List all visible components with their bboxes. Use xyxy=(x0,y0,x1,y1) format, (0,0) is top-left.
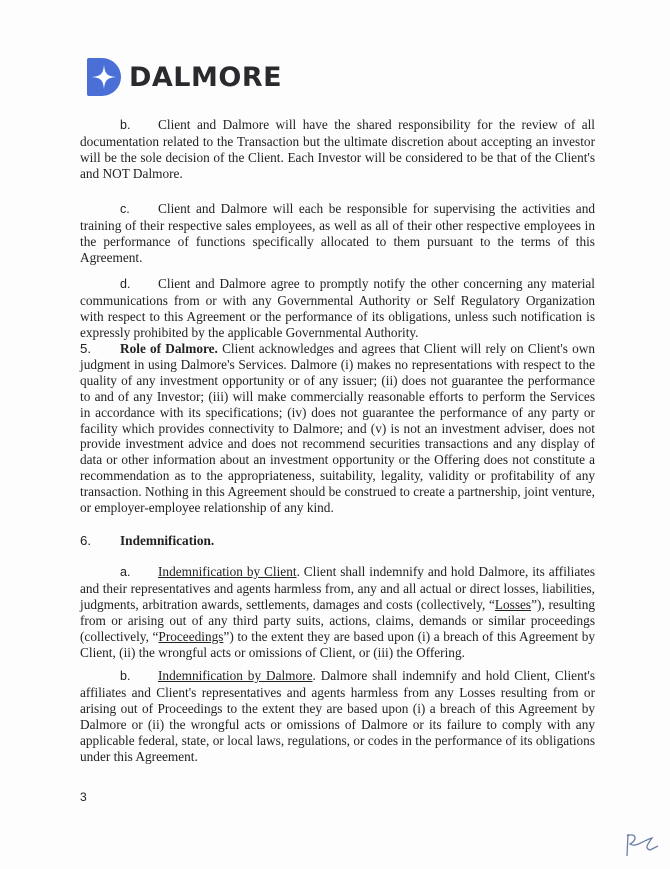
section-6-heading xyxy=(80,533,595,549)
section-heading: Role of Dalmore. xyxy=(120,341,218,356)
paragraph-text: ”) to the extent they are based upon (i) a breach of this Agreement by Client, (ii) the wrongful acts or omissions of Client, or (iii) the Offering. xyxy=(80,628,595,660)
section-number: 6. xyxy=(80,533,92,548)
paragraph-text: ”), resulting from or arising out of any third party suits, actions, claims, demands or similar proceedings (collectively, “ xyxy=(80,596,595,644)
handwritten-initials xyxy=(622,830,662,865)
paragraph-label: b. xyxy=(120,118,131,132)
logo-text: DALMORE xyxy=(129,61,283,93)
logo-star-icon xyxy=(87,58,121,96)
page-number: 3 xyxy=(80,790,87,804)
paragraph-4c xyxy=(80,201,595,266)
section-number: 5. xyxy=(80,341,92,356)
paragraph-text: Client and Dalmore agree to promptly notify the other concerning any material communications from or with any Governmental Authority or Self Regulatory Organization with respect to this Agreement or the performance of its obligations, unless such notification is expressly prohibited by the applicable Governmental Authority. xyxy=(80,276,595,340)
paragraph-label: a. xyxy=(120,565,131,579)
subheading: Indemnification by Client xyxy=(158,564,297,579)
section-heading: Indemnification. xyxy=(120,533,215,548)
paragraph-6a xyxy=(80,564,595,660)
paragraph-label: c. xyxy=(120,202,130,216)
paragraph-6b xyxy=(80,668,595,764)
paragraph-4d xyxy=(80,276,595,341)
subheading: Indemnification by Dalmore xyxy=(158,668,313,683)
paragraph-text: . Dalmore shall indemnify and hold Client, Client's affiliates and Client's representatives and agents harmless from any Losses resulting from or arising out of Proceedings to the extent they are based upon (i) a breach of this Agreement by Dalmore or (ii) the wrongful acts or omissions of Dalmore or its failure to comply with any applicable federal, state, or local laws, regulations, or codes in the performance of its obligations under this Agreement. xyxy=(80,668,595,764)
paragraph-text: Client acknowledges and agrees that Client will rely on Client's own judgment in using Dalmore's Services. Dalmore (i) makes no representations with respect to the quality of any investment opportunity or of any issuer; (ii) does not guarantee the performance to and of any Investor; (iii) will make commercially reasonable efforts to perform the Services in accordance with its specifications; (iv) does not guarantee the performance of any party or facility which provides connectivity to Dalmore; and (v) is not an investment adviser, does not provide investment advice and does not recommend securities transactions and any display of data or other information about an investment opportunity or the Offering does not constitute a recommendation as to the appropriateness, suitability, legality, validity or profitability of any transaction. Nothing in this Agreement should be construed to create a partnership, joint venture, or employer-employee relationship of any kind. xyxy=(80,341,595,516)
paragraph-text: Client and Dalmore will have the shared responsibility for the review of all documentation related to the Transaction but the ultimate discretion about accepting an investor will be the sole decision of the Client. Each Investor will be considered to be that of the Client's and NOT Dalmore. xyxy=(80,117,595,181)
paragraph-text: . Client shall indemnify and hold Dalmore, its affiliates and their representatives and agents harmless from, any and all actual or direct losses, liabilities, judgments, arbitration awards, settlements, damages and costs (collectively, “ xyxy=(80,564,595,612)
paragraph-4b xyxy=(80,117,595,182)
paragraph-label: d. xyxy=(120,277,131,291)
defined-term: Proceedings xyxy=(158,628,224,644)
defined-term: Losses xyxy=(494,596,532,612)
paragraph-label: b. xyxy=(120,669,131,683)
dalmore-logo xyxy=(87,58,282,96)
section-5-role-of-dalmore xyxy=(80,341,595,516)
paragraph-text: Client and Dalmore will each be responsible for supervising the activities and training of their respective sales employees, as well as all of their other respective employees in the performance of functions specifically allocated to them pursuant to the terms of this Agreement. xyxy=(80,201,595,265)
